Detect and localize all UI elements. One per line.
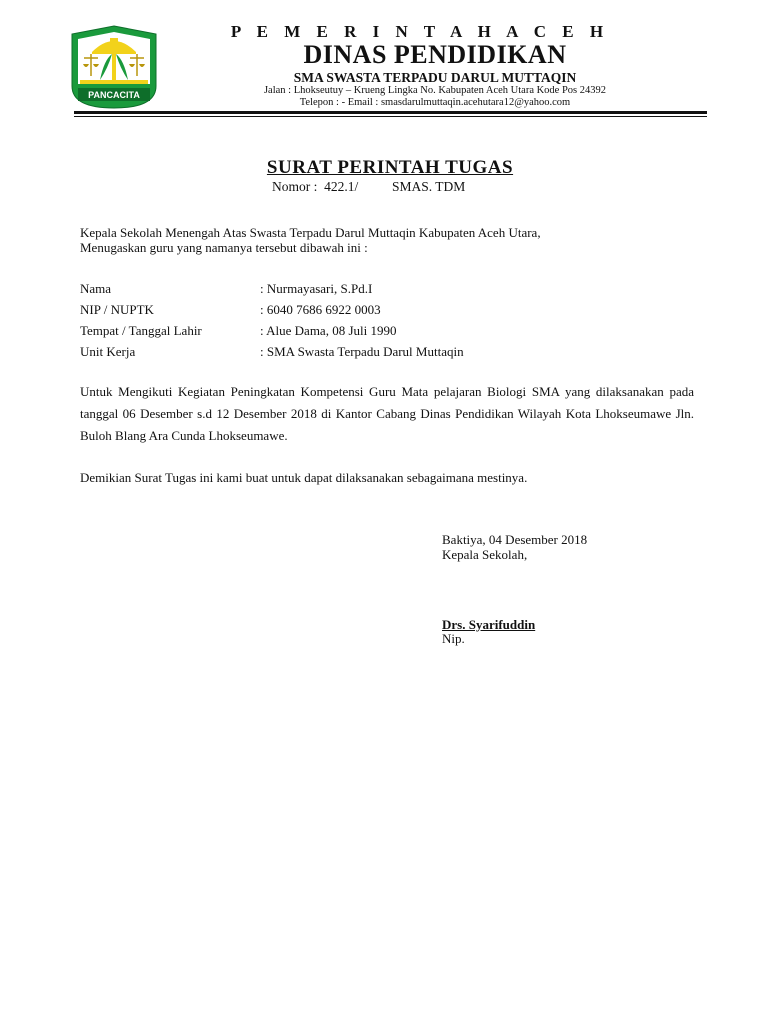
signature-name: Drs. Syarifuddin (442, 617, 536, 632)
closing-paragraph: Demikian Surat Tugas ini kami buat untuk dapat dilaksanakan sebagaimana mestinya. (80, 470, 528, 485)
field-value: : SMA Swasta Terpadu Darul Muttaqin (260, 344, 464, 359)
field-label: Unit Kerja (80, 344, 136, 359)
signature-nip: Nip. (442, 631, 465, 646)
field-label: NIP / NUPTK (80, 302, 154, 317)
pancacita-logo-icon (70, 24, 158, 110)
field-label: Nama (80, 281, 112, 296)
signature-position: Kepala Sekolah, (442, 547, 528, 562)
field-value: : Alue Dama, 08 Juli 1990 (260, 323, 397, 338)
body-paragraph: Untuk Mengikuti Kegiatan Peningkatan Kompetensi Guru Mata pelajaran Biologi SMA yang dilaksanakan pada tanggal 06 Desember s.d 12 Desember 2018 di Kantor Cabang Dinas Pendidikan Wilayah Kota Lhokseumawe Jln. Buloh Blang Ara Cunda Lhokseumawe. (80, 384, 694, 443)
field-value: : 6040 7686 6922 0003 (260, 302, 381, 317)
field-row-unit (80, 344, 700, 360)
letterhead-address: Jalan : Lhokseutuy – Krueng Lingka No. Kabupaten Aceh Utara Kode Pos 24392 (263, 85, 607, 96)
signature-place-date: Baktiya, 04 Desember 2018 (442, 532, 588, 547)
letterhead-divider-thick (74, 111, 707, 114)
intro-line-2: Menugaskan guru yang namanya tersebut dibawah ini : (80, 240, 368, 255)
field-row-birth (80, 323, 700, 339)
logo-text: PANCACITA (88, 90, 140, 100)
field-row-name (80, 281, 700, 297)
field-value: : Nurmayasari, S.Pd.I (260, 281, 373, 296)
intro-line-1: Kepala Sekolah Menengah Atas Swasta Terpadu Darul Muttaqin Kabupaten Aceh Utara, (80, 225, 541, 240)
letterhead-contact: Telepon : - Email : smasdarulmuttaqin.acehutara12@yahoo.com (299, 97, 571, 108)
field-row-nip (80, 302, 700, 318)
letter-title: SURAT PERINTAH TUGAS (266, 157, 514, 178)
field-label: Tempat / Tanggal Lahir (80, 323, 202, 338)
letterhead-divider-thin (74, 116, 707, 117)
letter-number: Nomor : 422.1/ SMAS. TDM (272, 179, 466, 194)
letterhead-school: SMA SWASTA TERPADU DARUL MUTTAQIN (293, 70, 577, 85)
letterhead-department: DINAS PENDIDIKAN (303, 40, 567, 69)
letterhead-government: P E M E R I N T A H A C E H (230, 22, 610, 41)
